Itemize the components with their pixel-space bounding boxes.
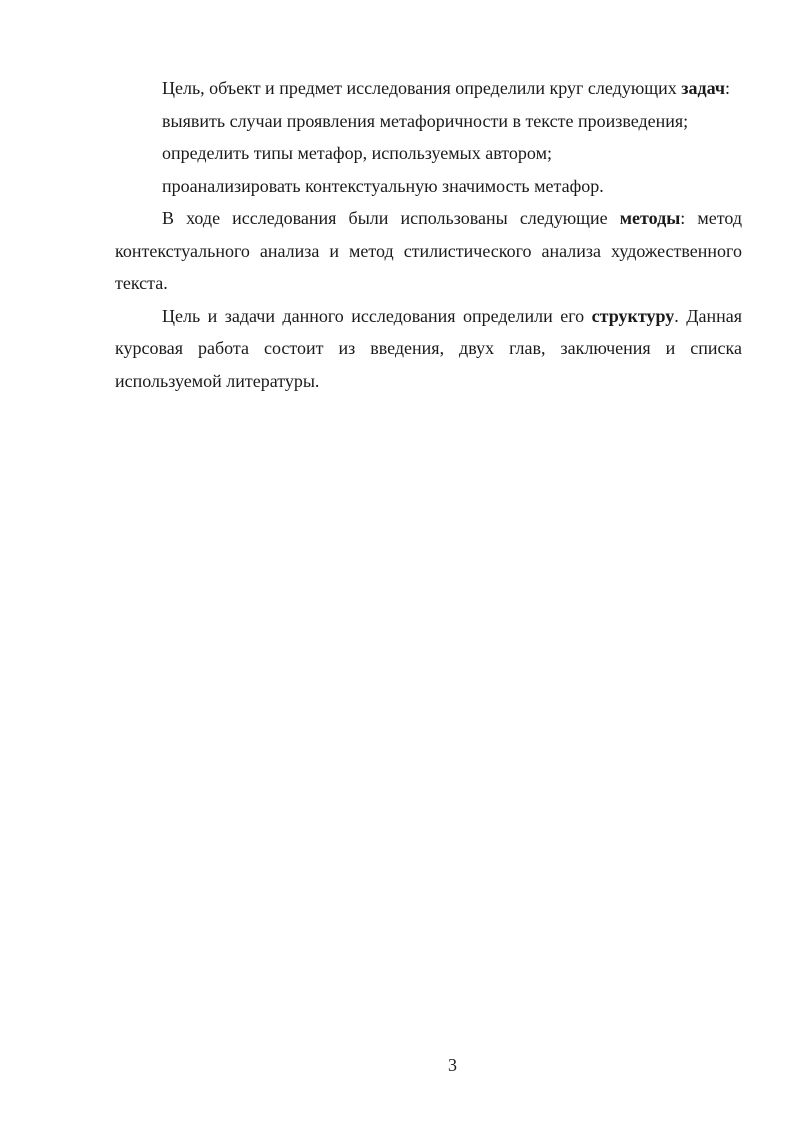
page-number: 3 bbox=[448, 1055, 457, 1075]
task-item-3: проанализировать контекстуальную значимость метафор. bbox=[162, 175, 604, 196]
paragraph-text: : bbox=[725, 78, 731, 98]
paragraph-text: Цель, объект и предмет исследования определили круг следующих bbox=[162, 78, 682, 98]
bold-term-structure: структуру bbox=[591, 305, 675, 326]
paragraph-methods bbox=[115, 202, 742, 300]
paragraph-text: В ходе исследования были использованы следующие bbox=[162, 208, 620, 228]
task-item-1: выявить случаи проявления метафоричности в тексте произведения; bbox=[162, 110, 689, 131]
paragraph-text: : метод контекстуального анализа и метод стилистического анализа художественного текста. bbox=[115, 208, 743, 293]
bold-term-tasks: задач bbox=[681, 78, 726, 98]
paragraph-structure bbox=[115, 300, 742, 398]
bold-term-methods: методы bbox=[619, 208, 681, 228]
task-item-2: определить типы метафор, используемых автором; bbox=[162, 143, 552, 163]
paragraph-text: . Данная курсовая работа состоит из введения, двух глав, заключения и списка используемой литературы. bbox=[115, 305, 742, 391]
paragraph-text: Цель и задачи данного исследования определили его bbox=[162, 305, 592, 326]
paragraph-tasks-intro bbox=[115, 72, 742, 105]
document-body bbox=[115, 72, 742, 397]
